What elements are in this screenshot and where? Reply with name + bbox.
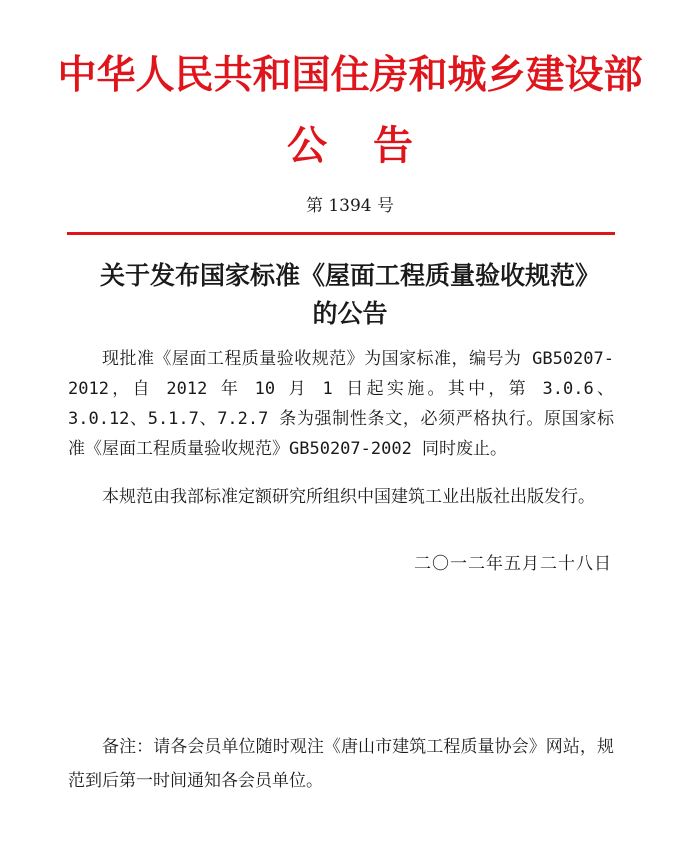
red-divider [67, 232, 615, 235]
title-line-2: 的公告 [312, 299, 388, 328]
body-paragraph-2: 本规范由我部标准定额研究所组织中国建筑工业出版社出版发行。 [102, 487, 595, 507]
announcement-title [60, 257, 640, 333]
body-paragraph-1: 现批准《屋面工程质量验收规范》为国家标准，编号为 GB50207-2012，自 2012 年 10 月 1 日起实施。其中，第 3.0.6、3.0.12、5.1.7、7.2.7 条为强制性条文，必须严格执行。原国家标准《屋面工程质量验收规范》GB50207-2002 同时废止。 [68, 349, 614, 459]
issue-date: 二〇一二年五月二十八日 [414, 554, 612, 574]
document-number: 第 1394 号 [305, 196, 395, 216]
title-line-1: 关于发布国家标准《屋面工程质量验收规范》 [99, 261, 600, 290]
notice-heading: 公告 [287, 122, 459, 169]
issuing-authority: 中华人民共和国住房和城乡建设部 [57, 52, 643, 98]
remark-note: 备注：请各会员单位随时观注《唐山市建筑工程质量协会》网站，规范到后第一时间通知各会员单位。 [68, 737, 614, 791]
